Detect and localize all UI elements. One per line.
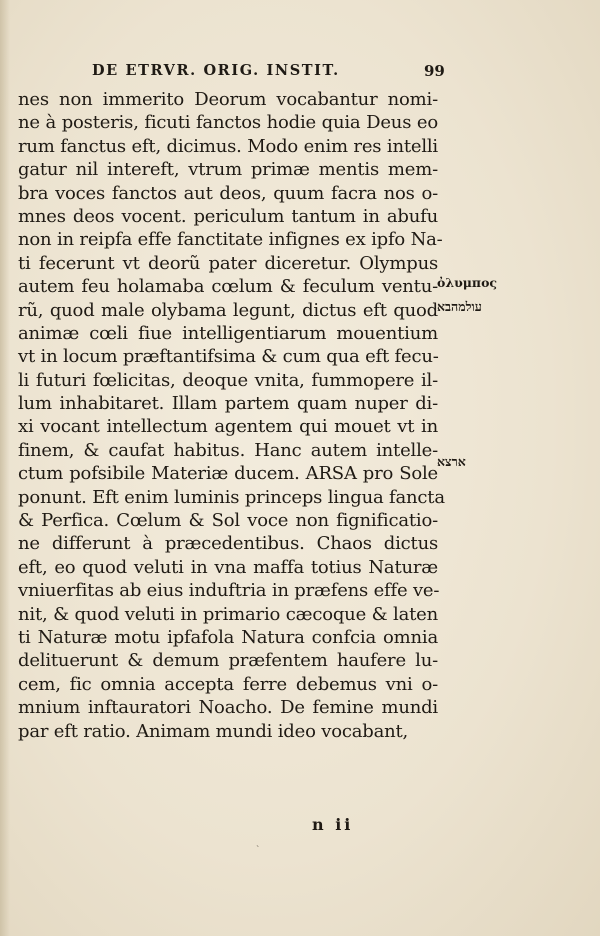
text-line: ponunt. Eft enim luminis princeps lingua fancta (18, 486, 445, 508)
running-head: DE ETRVR. ORIG. INSTIT. (92, 62, 340, 79)
signature-mark: n ii (312, 815, 354, 834)
text-line: ne à posteris, ficuti fanctos hodie quia Deus eo (18, 112, 438, 134)
text-line: xi vocant intellectum agentem qui mouet vt in (18, 416, 438, 438)
text-line: gatur nil intereft, vtrum primæ mentis mem- (18, 159, 438, 181)
text-line: lum inhabitaret. Illam partem quam nuper di- (18, 393, 438, 415)
margin-note-greek: ὀλυμπος (437, 275, 498, 290)
text-line: non in reipfa effe fanctitate infignes ex ipfo Na- (18, 229, 443, 251)
text-line: animæ cœli fiue intelligentiarum mouentium (18, 322, 438, 344)
text-line: finem, & caufat habitus. Hanc autem intelle- (18, 439, 438, 461)
margin-note-hebrew: עולמהבא (437, 299, 482, 314)
text-line: nit, & quod veluti in primario cæcoque & laten (18, 603, 438, 625)
text-line: cem, fic omnia accepta ferre debemus vni o- (18, 673, 438, 695)
page-number: 99 (424, 62, 445, 80)
text-line: nes non immerito Deorum vocabantur nomi- (18, 89, 438, 110)
text-line: mnium inftauratori Noacho. De femine mundi (18, 697, 438, 719)
text-line: ti Naturæ motu ipfafola Natura confcia omnia (18, 626, 438, 648)
paper-speck: ˴ (256, 840, 260, 851)
text-line: ne differunt à præcedentibus. Chaos dictus (18, 533, 438, 555)
text-line: li futuri fœlicitas, deoque vnita, fummopere il- (18, 369, 438, 391)
text-line: mnes deos vocent. periculum tantum in abufu (18, 205, 438, 227)
text-line: rũ, quod male olybama legunt, dictus eft quod (18, 299, 438, 321)
text-line: vt in locum præftantifsima & cum qua eft fecu- (18, 346, 439, 368)
text-line: delituerunt & demum præfentem haufere lu- (18, 650, 438, 672)
text-line: autem feu holamaba cœlum & feculum ventu- (18, 276, 438, 298)
text-line: ctum pofsibile Materiæ ducem. ARSA pro Sole (18, 463, 438, 485)
text-line: eft, eo quod veluti in vna maffa totius Naturæ (18, 556, 438, 578)
margin-note-hebrew: ארצא (437, 454, 466, 469)
text-line: & Perfica. Cœlum & Sol voce non fignificatio- (18, 510, 438, 532)
text-line: rum fanctus eft, dicimus. Modo enim res intelli (18, 135, 438, 157)
text-line: bra voces fanctos aut deos, quum facra nos o- (18, 182, 438, 204)
body-text (18, 88, 445, 743)
text-line: par eft ratio. Animam mundi ideo vocabant, (18, 720, 409, 742)
text-line: vniuerfitas ab eius induftria in præfens effe ve- (18, 580, 440, 602)
text-line: ti fecerunt vt deorũ pater diceretur. Olympus (18, 252, 438, 274)
page-gutter-shadow (0, 0, 10, 936)
